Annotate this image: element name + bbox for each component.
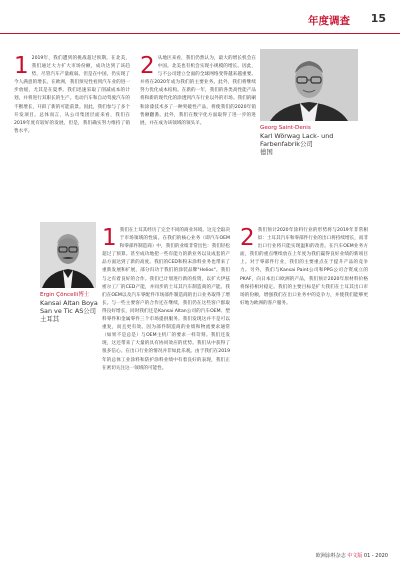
caption-georg: [260, 125, 360, 156]
footer-edition: 中文版: [347, 553, 363, 559]
section-1-column-2: [140, 55, 256, 175]
dropcap: 2: [140, 55, 155, 79]
dropcap: 1: [14, 55, 29, 79]
caption-name: Ergin Çöncelli博士: [40, 292, 90, 298]
paragraph: 我们在土耳其经历了完全不同的商业环境。这完全取决于市场领域的性质。在我们的核心业务（即汽车OEM和零部件制造商）中，我们的业绩非常出色：我们轻松超过了预算。甚至成功地把一些有能力的新业务以及成套的产品方面达到了新的高度。我们的CED和粉末涂料业务也带来了重新发展和扩展，部分归功于我们的涂装品牌"Helios"。我们与之有着良好的合作。我们已计划进行新的投资，以扩大伊兹密尔工厂的CED产能，并同步的土耳其汽车制造商的产能。我们在OEM以及汽车零配件市场部件制造商的出口业务取得了增长。与一些主要客户的合作还在继续，我们仍在这些客户群取得良好增长，同时我们还是Kansai Altan公司的汽车OEM、塑料零件和金属零件三个市场提供服务。我们发现这并不是可以重复，而且更有效。因为部件制造商的业绩和物流要求通常（如果不是总是）与OEM主机厂的要求一样苛刻。我们还发现，这还带来了大量的具有协同效应的优势。我们从中获得了很多信心。在出口行业的情况并非如此乐观。由于我们在2019年的总体工业涂料和防护涂料业绩中有着良好的表现，我们正在密切关注这一领域的可能性。: [102, 228, 230, 371]
caption-country: 土耳其: [40, 315, 60, 323]
caption-company: Kansai Altan Boya San ve Tic AS公司: [40, 299, 98, 315]
caption-ergin: [40, 292, 110, 323]
page-number: 15: [370, 12, 386, 25]
section-2-column-2: [240, 227, 368, 347]
header-rule: [0, 33, 400, 34]
portrait-photo-georg: [260, 49, 358, 121]
caption-country: 德国: [260, 148, 273, 156]
footer-magazine: 欧洲涂料杂志: [315, 553, 346, 559]
paragraph: 从地区来看，我们仍然认为，最大的增长机会在中国。北美也有机会实现小规模的增长。因此，与不公司建立全面的全球网络变得越来越重要。并将在2020年成为我们的主要业务。此外，我们将继续努力优化成本结构。在新的一年，我们的各类高性能产品将和新的现代化的涂透到汽车行业以外的市场。我们的刷和涂漆技术多了一种突破性产品，将使我们的2020年销售额翻番。此外，我们在数字化方面取得了进一步的进展，并在成为该领域的领头羊。: [140, 56, 256, 126]
paragraph: 我们预计2020年涂料行业的形势将与2019年非常相似：土耳其汽车和零部件行业的出口将持续增长，而非出口行业将只能实现温和的改善。在汽车OEM业务方面，我们的重点继续放在上年度为我们赢得良好业绩的新项目上。对于零部件行业，我们的主要重点在于提升产品的竞争力。另外，我们与Kansai Paint公司和PPG公司合资成立的PKAF，向日本出口欧洲的产品，我们预计2020年原材料价格将保持相对稳定。我们的主要目标是扩大我们在土耳其出口市场的份额，增强我们在出口业务中的竞争力，并使我们能够更好地为欧洲的客户服务。: [240, 228, 368, 306]
caption-name: Georg Saint-Denis: [260, 125, 311, 131]
footer-issue: 01 - 2020: [363, 553, 388, 559]
paragraph: 2019年，我们遭到的挑战超过预期。在北美，我们通过大力扩大市场份额，成功达到了该趋势，尽管汽车产量疲弱。但是在中国，仍实现了今人满意的增长。在欧洲，我们预见性看到汽车业的进一步放缓，尤其是在夏季。我们迅速采取了削减成本的计划，并将进行双职长的生产。电动汽车和自动驾驶汽车的不断增长，开辟了新的可能前景。因此，我们参与了多个开发项目。总体而言，从公司集团层面来看，我们在2019年度有较好的发展，但是，我们确实努力维持了销售水平。: [14, 56, 130, 134]
header-title: 年度调查: [308, 15, 350, 27]
section-2-column-1: [102, 227, 230, 509]
footer: [316, 552, 388, 559]
portrait-photo-ergin: [40, 222, 96, 288]
dropcap: 2: [240, 227, 255, 251]
section-1-column-1: [14, 55, 130, 175]
dropcap: 1: [102, 227, 117, 251]
caption-company: Karl Wörwag Lack- und Farbenfabrik公司: [260, 132, 334, 148]
